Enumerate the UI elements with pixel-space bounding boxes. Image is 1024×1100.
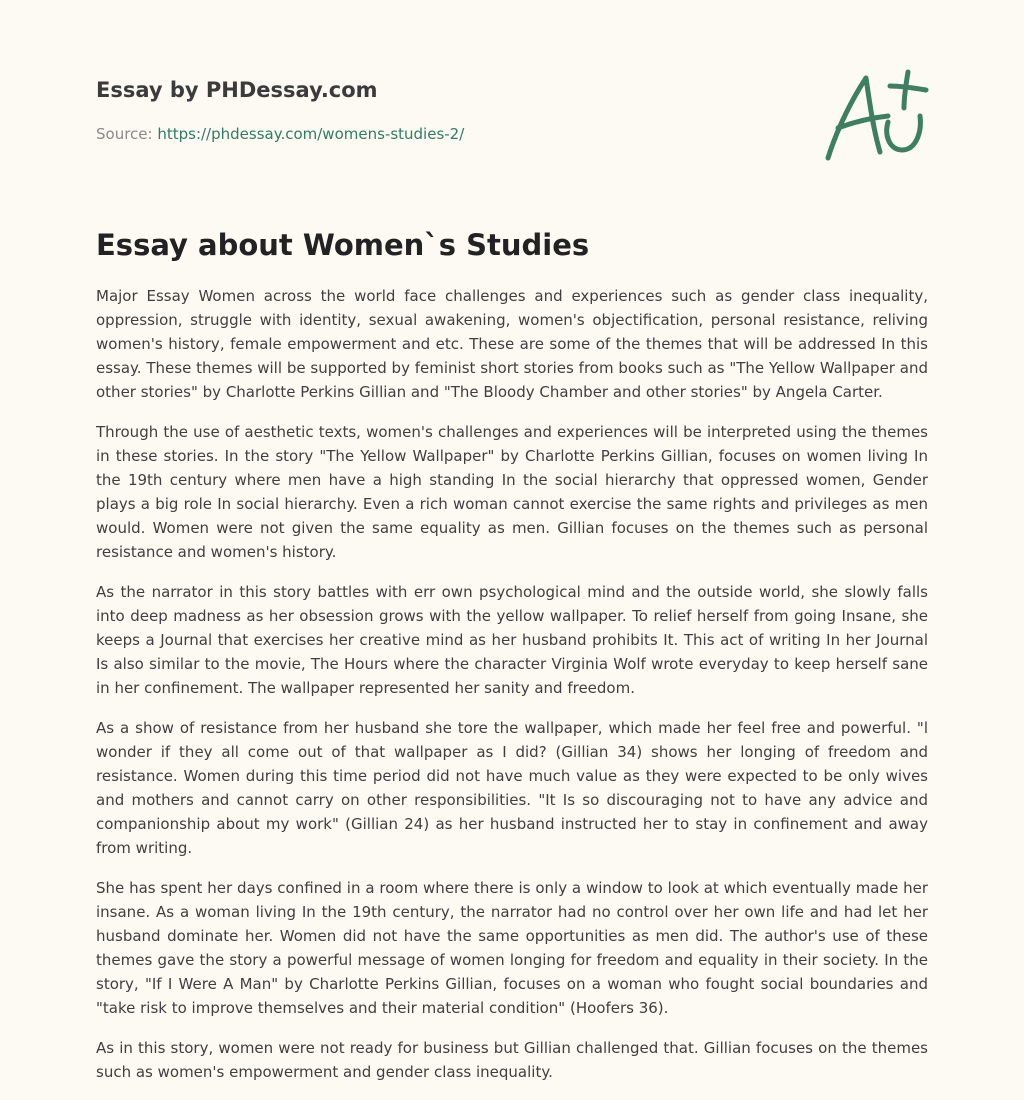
essay-paragraph: As the narrator in this story battles with err own psychological mind and the outside world, she slowly falls into deep madness as her obsession grows with the yellow wallpaper. To relief herself from going Insane, she keeps a Journal that exercises her creative mind as her husband prohibits It. This act of writing In her Journal Is also similar to the movie, The Hours where the character Virginia Wolf wrote everyday to keep herself sane in her confinement. The wallpaper represented her sanity and freedom. <box>96 583 928 697</box>
a-plus-grade-icon <box>820 66 932 166</box>
source-line <box>96 124 696 144</box>
essay-body <box>96 284 928 1100</box>
essay-paragraph: Through the use of aesthetic texts, women's challenges and experiences will be interpreted using the themes in these stories. In the story "The Yellow Wallpaper" by Charlotte Perkins Gillian, focuses on women living In the 19th century where men have a high standing In the social hierarchy that oppressed women, Gender plays a big role In social hierarchy. Even a rich woman cannot exercise the same rights and privileges as men would. Women were not given the same equality as men. Gillian focuses on the themes such as personal resistance and women's history. <box>96 423 928 561</box>
essay-paragraph: As in this story, women were not ready for business but Gillian challenged that. Gillian focuses on the themes such as women's empowerment and gender class inequality. <box>96 1039 928 1081</box>
site-brand: Essay by PHDessay.com <box>96 78 378 102</box>
source-label: Source: <box>96 125 158 143</box>
essay-title: Essay about Women`s Studies <box>96 228 590 262</box>
essay-paragraph: As a show of resistance from her husband she tore the wallpaper, which made her feel free and powerful. "l wonder if they all come out of that wallpaper as I did? (Gillian 34) shows her longing of freedom and resistance. Women during this time period did not have much value as they were expected to be only wives and mothers and cannot carry on other responsibilities. "It Is so discouraging not to have any advice and companionship about my work" (Gillian 24) as her husband instructed her to stay in confinement and away from writing. <box>96 719 928 857</box>
source-link[interactable]: https://phdessay.com/womens-studies-2/ <box>157 125 465 143</box>
page-header <box>96 76 696 144</box>
essay-paragraph: Major Essay Women across the world face challenges and experiences such as gender class inequality, oppression, struggle with identity, sexual awakening, women's objectification, personal resistance, reliving women's history, female empowerment and etc. These are some of the themes that will be addressed In this essay. These themes will be supported by feminist short stories from books such as "The Yellow Wallpaper and other stories" by Charlotte Perkins Gillian and "The Bloody Chamber and other stories" by Angela Carter. <box>96 287 928 401</box>
essay-paragraph: She has spent her days confined in a room where there is only a window to look at which eventually made her insane. As a woman living In the 19th century, the narrator had no control over her own life and had let her husband dominate her. Women did not have the same opportunities as men did. The author's use of these themes gave the story a powerful message of women longing for freedom and equality in their society. In the story, "If I Were A Man" by Charlotte Perkins Gillian, focuses on a woman who fought social boundaries and "take risk to improve themselves and their material condition" (Hoofers 36). <box>96 879 928 1017</box>
